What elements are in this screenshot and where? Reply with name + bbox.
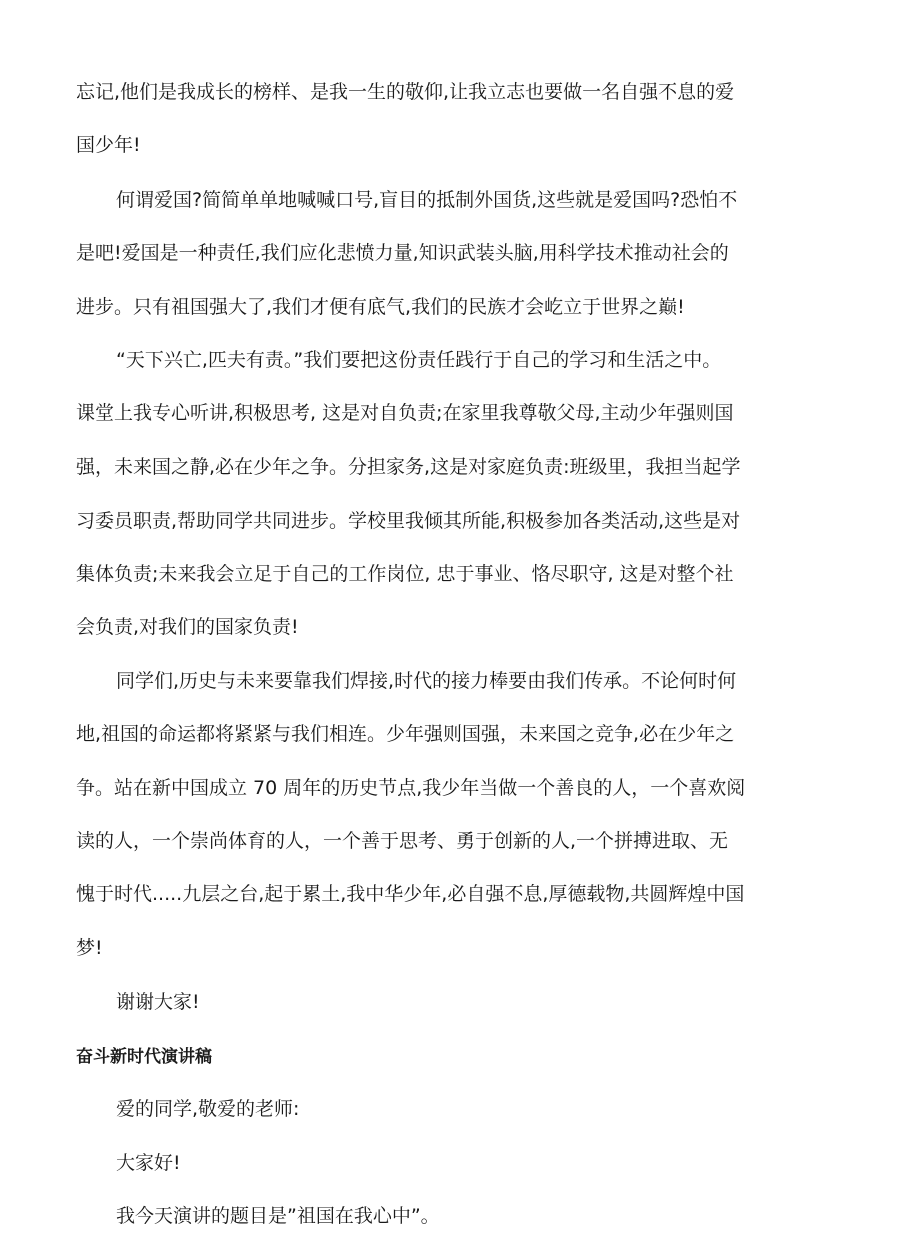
paragraph-line: 谢谢大家! xyxy=(116,991,200,1013)
paragraph-line: 爱的同学,敬爱的老师: xyxy=(116,1098,300,1120)
paragraph-line: 强，未来国之静,必在少年之争。分担家务,这是对家庭负责:班级里，我担当起学 xyxy=(76,456,741,478)
paragraph-line: 愧于时代.....九层之台,起于累土,我中华少年,必自强不息,厚德载物,共圆辉煌中国 xyxy=(76,883,745,905)
paragraph-line: “天下兴亡,匹夫有责。”我们要把这份责任践行于自己的学习和生活之中。 xyxy=(116,349,722,371)
paragraph-line: 同学们,历史与未来要靠我们焊接,时代的接力棒要由我们传承。不论何时何 xyxy=(116,670,737,692)
paragraph-line: 何谓爱国?简简单单地喊喊口号,盲目的抵制外国货,这些就是爱国吗?恐怕不 xyxy=(116,189,738,211)
paragraph-line: 进步。只有祖国强大了,我们才便有底气,我们的民族才会屹立于世界之巅! xyxy=(76,296,685,318)
paragraph-line: 集体负责;未来我会立足于自己的工作岗位, 忠于事业、恪尽职守, 这是对整个社 xyxy=(76,563,734,585)
paragraph-line: 我今天演讲的题目是”祖国在我心中”。 xyxy=(116,1205,440,1227)
paragraph-line: 梦! xyxy=(76,937,103,959)
paragraph-line: 读的人，一个崇尚体育的人，一个善于思考、勇于创新的人,一个拼搏进取、无 xyxy=(76,830,729,852)
paragraph-line: 忘记,他们是我成长的榜样、是我一生的敬仰,让我立志也要做一名自强不息的爱 xyxy=(76,81,735,103)
paragraph-line: 会负责,对我们的国家负责! xyxy=(76,616,299,638)
paragraph-line: 习委员职责,帮助同学共同进步。学校里我倾其所能,积极参加各类活动,这些是对 xyxy=(76,510,741,532)
paragraph-line: 是吧!爱国是一种责任,我们应化悲愤力量,知识武装头脑,用科学技术推动社会的 xyxy=(76,242,729,264)
paragraph-line: 国少年! xyxy=(76,134,141,156)
paragraph-line: 课堂上我专心听讲,积极思考, 这是对自负责;在家里我尊敬父母,主动少年强则国 xyxy=(76,402,734,424)
paragraph-line: 大家好! xyxy=(116,1152,181,1174)
paragraph-line: 争。站在新中国成立 70 周年的历史节点,我少年当做一个善良的人，一个喜欢阅 xyxy=(76,777,746,799)
paragraph-line: 地,祖国的命运都将紧紧与我们相连。少年强则国强，未来国之竞争,必在少年之 xyxy=(76,723,735,745)
section-heading: 奋斗新时代演讲稿 xyxy=(76,1047,212,1067)
